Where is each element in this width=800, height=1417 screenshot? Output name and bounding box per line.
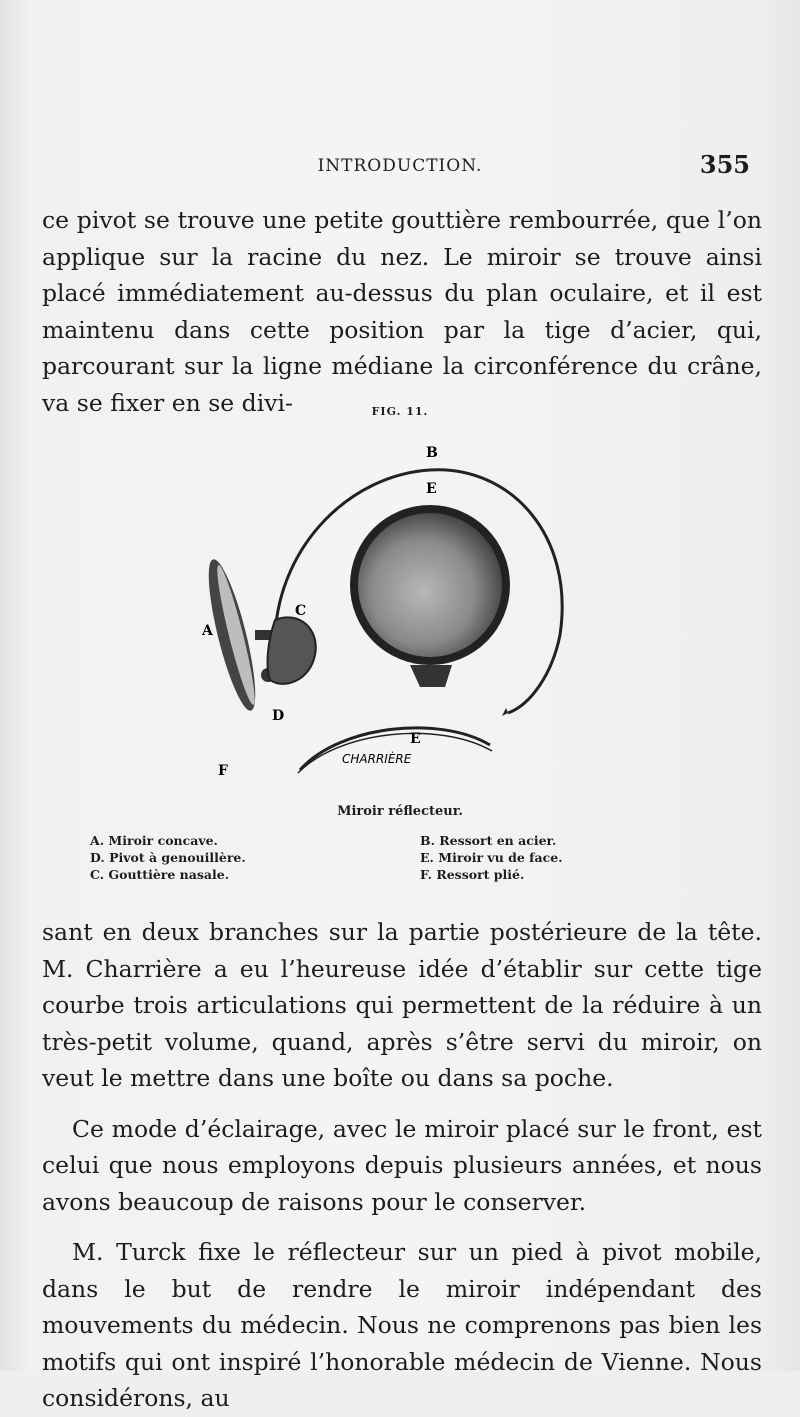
label-b: B bbox=[426, 445, 438, 461]
maker-mark: CHARRIÈRE bbox=[342, 752, 412, 766]
body-text-bottom bbox=[42, 914, 762, 1417]
label-e-top: E bbox=[426, 481, 437, 497]
label-d: D bbox=[272, 708, 285, 724]
legend-item: A. Miroir concave. bbox=[90, 833, 218, 848]
paragraph: sant en deux branches sur la partie postérieure de la tête. M. Charrière a eu l’heureuse idée d’établir sur cette tige courbe trois articulations qui permettent de la réduire à un très-petit volume, quand, après s’être servi du miroir, on veut le mettre dans une boîte ou dans sa poche. bbox=[42, 918, 762, 1092]
running-head bbox=[42, 150, 758, 186]
nasal-gutter bbox=[268, 617, 316, 683]
legend-item: B. Ressort en acier. bbox=[420, 833, 557, 848]
body-text-top bbox=[42, 202, 762, 421]
legend-item: E. Miroir vu de face. bbox=[420, 850, 563, 865]
paragraph: Ce mode d’éclairage, avec le miroir placé sur le front, est celui que nous employons depuis plusieurs années, et nous avons beaucoup de raisons pour le conserver. bbox=[42, 1114, 762, 1216]
figure-number: FIG. 11. bbox=[371, 405, 429, 418]
label-e-bottom: E bbox=[410, 731, 421, 747]
figure-caption: Miroir réflecteur. bbox=[337, 804, 463, 819]
paragraph: ce pivot se trouve une petite gouttière rembourrée, que l’on applique sur la racine du nez. Le miroir se trouve ainsi placé immédiatement au-dessus du plan oculaire, et il est maintenu dans cette position par la tige d’acier, qui, parcourant sur la ligne médiane la circonférence du crâne, va se fixer en se divi- bbox=[42, 206, 762, 417]
legend-right-column bbox=[420, 832, 720, 883]
figure-illustration bbox=[190, 425, 610, 795]
running-head-title: INTRODUCTION. bbox=[317, 156, 483, 176]
page-number: 355 bbox=[699, 150, 750, 179]
label-c: C bbox=[295, 603, 307, 619]
legend-item: D. Pivot à genouillère. bbox=[90, 850, 246, 865]
legend-item: C. Gouttière nasale. bbox=[90, 867, 230, 882]
paragraph: M. Turck fixe le réflecteur sur un pied à pivot mobile, dans le but de rendre le miroir indépendant des mouvements du médecin. Nous ne comprenons pas bien les motifs qui ont inspiré l’honorable médecin de Vienne. Nous considérons, au bbox=[42, 1238, 762, 1412]
label-f: F bbox=[218, 763, 228, 779]
legend-item: F. Ressort plié. bbox=[420, 867, 525, 882]
label-a: A bbox=[202, 623, 213, 639]
legend-left-column bbox=[90, 832, 390, 883]
